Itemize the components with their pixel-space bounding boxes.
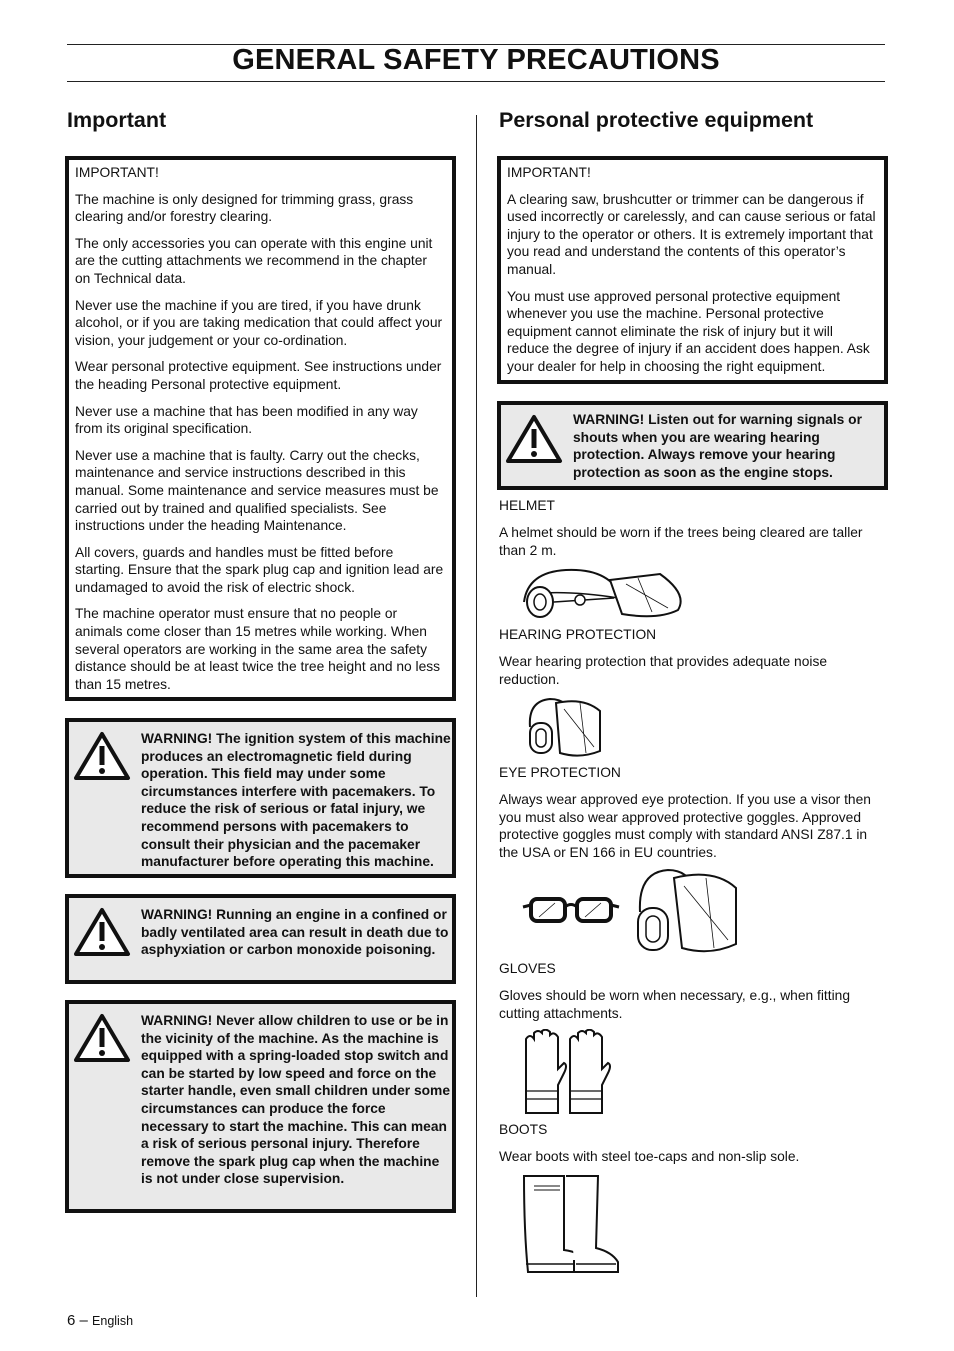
important-label: IMPORTANT! (507, 165, 591, 180)
boots-icon (520, 1172, 620, 1276)
warning-box-children (65, 1000, 456, 1213)
warning-box-ventilation (65, 894, 456, 984)
hearing-text: Wear hearing protection that provides adequate noise reduction. (499, 654, 828, 687)
important-paragraph: The machine is only designed for trimming grass, grass clearing and/or forestry clearing. (75, 191, 414, 225)
boots-title: BOOTS (499, 1122, 548, 1137)
important-box (65, 156, 456, 701)
warning-box-pacemaker (65, 718, 456, 878)
helmet-text: A helmet should be worn if the trees being cleared are taller than 2 m. (499, 525, 863, 558)
important-paragraph: A clearing saw, brushcutter or trimmer can be dangerous if used incorrectly or carelessly, and can cause serious or fatal injury to the operator or others. It is extremely important that you read and understand the contents of this operator’s manual. (507, 191, 876, 277)
warning-triangle-icon (73, 730, 131, 782)
ppe-important-box (497, 156, 888, 384)
gloves-title: GLOVES (499, 961, 556, 976)
eye-text: Always wear approved eye protection. If you use a visor then you must also wear approved protective goggles. Approved protective goggles must comply with standard ANSI Z87.1 in the USA or EN 166 in EU countries. (499, 792, 871, 860)
important-paragraph: Never use a machine that has been modified in any way from its original specification. (75, 403, 418, 437)
page-footer (67, 1312, 133, 1329)
gloves-icon (520, 1029, 612, 1115)
visor-ear-muffs-icon (630, 866, 740, 956)
warning-box-hearing (497, 401, 888, 490)
warning-triangle-icon (73, 906, 131, 958)
important-paragraph: The only accessories you can operate with this engine unit are the cutting attachments we recommend in the chapter on Technical data. (75, 235, 433, 286)
hearing-title: HEARING PROTECTION (499, 627, 657, 642)
warning-text: WARNING! The ignition system of this machine produces an electromagnetic field during operation. This field may under some circumstances interfere with pacemakers. To reduce the risk of serious or fatal injury, we recommend persons with pacemakers to consult their physician and the pacemaker manufacturer before operating this machine. (141, 731, 451, 870)
warning-text: WARNING! Listen out for warning signals or shouts when you are wearing hearing protection. Always remove your hearing protection as soon as the engine stops. (573, 412, 862, 480)
eye-title: EYE PROTECTION (499, 765, 621, 780)
gloves-text: Gloves should be worn when necessary, e.g., when fitting cutting attachments. (499, 988, 850, 1021)
goggles-icon (521, 893, 621, 927)
important-paragraph: Wear personal protective equipment. See instructions under the heading Personal protective equipment. (75, 359, 442, 392)
warning-text: WARNING! Running an engine in a confined or badly ventilated area can result in death due to asphyxiation or carbon monoxide poisoning. (141, 907, 449, 958)
title-underline (67, 81, 885, 82)
helmet-icon (518, 564, 688, 624)
column-divider (476, 115, 477, 1297)
important-paragraph: You must use approved personal protective equipment whenever you use the machine. Personal protective equipment cannot eliminate the risk of injury but it will reduce the degree of injury if an accident does happen. Ask your dealer for help in choosing the right equipment. (507, 288, 870, 374)
page-number: 6 – (67, 1312, 88, 1329)
important-paragraph: The machine operator must ensure that no people or animals come closer than 15 metres while working. When several operators are working in the same area the safety distance should be at least twice the tree height and no less than 15 metres. (75, 606, 441, 692)
important-paragraph: All covers, guards and handles must be fitted before starting. Ensure that the spark plug cap and ignition lead are undamaged to avoid the risk of electric shock. (75, 544, 444, 595)
warning-triangle-icon (73, 1012, 131, 1064)
important-heading: Important (67, 108, 167, 132)
page-title: GENERAL SAFETY PRECAUTIONS (232, 44, 720, 76)
boots-text: Wear boots with steel toe-caps and non-slip sole. (499, 1149, 800, 1164)
warning-triangle-icon (505, 413, 563, 465)
ear-muffs-icon (524, 695, 604, 759)
helmet-title: HELMET (499, 498, 555, 513)
important-paragraph: Never use a machine that is faulty. Carry out the checks, maintenance and service instructions described in this manual. Some maintenance and service measures must be carried out by trained and qualified specialists. See instructions under the heading Maintenance. (75, 447, 439, 534)
important-paragraph: Never use the machine if you are tired, if you have drunk alcohol, or if you are taking medication that could affect your vision, your judgement or your co-ordination. (75, 297, 443, 348)
ppe-heading: Personal protective equipment (499, 108, 814, 132)
important-label: IMPORTANT! (75, 165, 159, 180)
footer-language: English (92, 1314, 134, 1328)
warning-text: WARNING! Never allow children to use or be in the vicinity of the machine. As the machine is equipped with a spring-loaded stop switch and can be started by low speed and force on the starter handle, even small children under some circumstances can produce the force necessary to start the machine. This can mean a risk of serious personal injury. Therefore remove the spark plug cap when the machine is not under close supervision. (141, 1013, 451, 1187)
